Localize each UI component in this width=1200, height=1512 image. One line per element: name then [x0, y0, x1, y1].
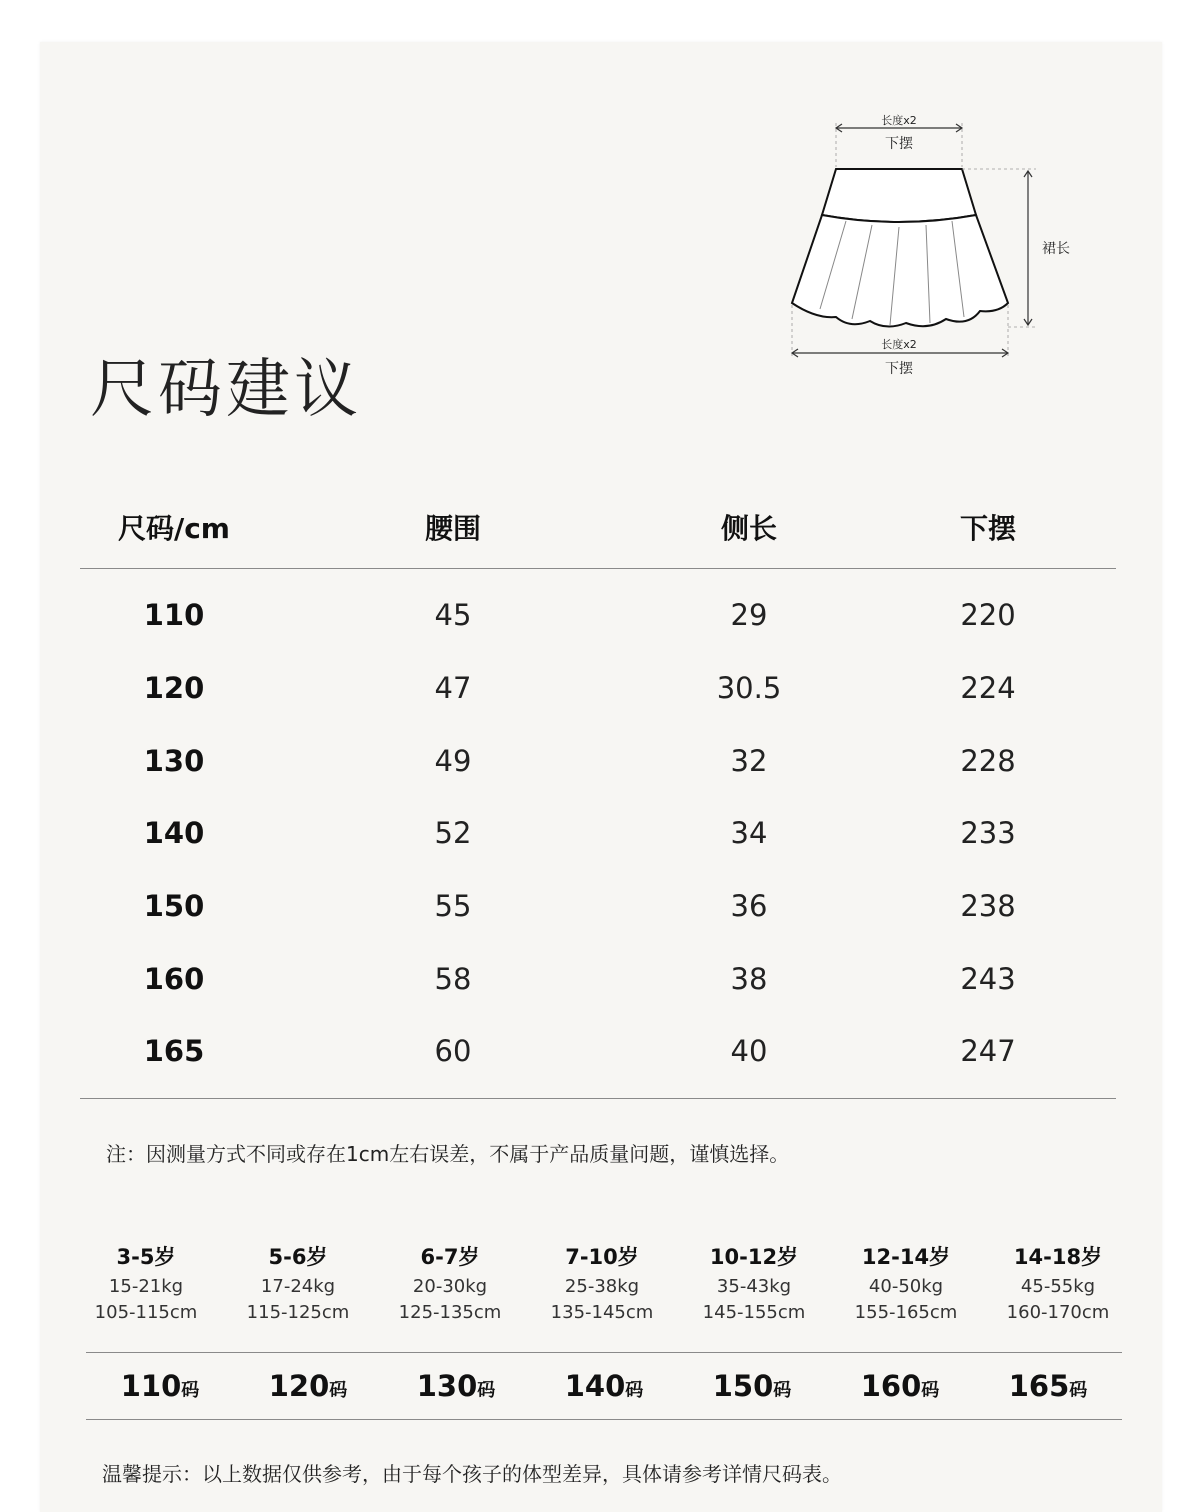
age-guide — [70, 1240, 1134, 1326]
size-table — [80, 486, 1116, 1099]
cell-waist: 52 — [434, 816, 472, 851]
skirt-diagram — [780, 105, 1080, 385]
header-size: 尺码/cm — [117, 512, 230, 545]
size-unit: 码 — [477, 1380, 496, 1401]
cell-size: 165 — [143, 1034, 205, 1069]
skirt-body — [792, 215, 1008, 327]
size-unit: 码 — [921, 1380, 940, 1401]
size-number: 140 — [564, 1369, 626, 1403]
age-label: 3-5岁 — [116, 1245, 176, 1269]
cell-waist: 55 — [434, 889, 472, 924]
cell-waist: 58 — [434, 961, 472, 996]
height-range: 105-115cm — [94, 1302, 198, 1323]
warm-tip: 温馨提示：以上数据仅供参考，由于每个孩子的体型差异，具体请参考详情尺码表。 — [102, 1462, 842, 1486]
cell-side-length: 34 — [730, 816, 768, 851]
recommended-size — [382, 1369, 530, 1403]
diagram-bottom-length-label: 长度x2 — [881, 338, 917, 351]
size-number: 165 — [1008, 1369, 1070, 1403]
page-title: 尺码建议 — [90, 353, 362, 427]
cell-size: 140 — [143, 816, 205, 851]
table-row — [80, 724, 1116, 797]
recommended-size — [234, 1369, 382, 1403]
age-label: 6-7岁 — [420, 1245, 480, 1269]
size-number: 120 — [268, 1369, 330, 1403]
size-unit: 码 — [329, 1380, 348, 1401]
age-guide-item — [982, 1240, 1134, 1326]
cell-size: 130 — [143, 743, 205, 778]
recommended-size — [678, 1369, 826, 1403]
cell-size: 150 — [143, 889, 205, 924]
diagram-top-length-label: 长度x2 — [881, 114, 917, 127]
age-label: 10-12岁 — [709, 1245, 799, 1269]
size-unit: 码 — [773, 1380, 792, 1401]
cell-hem: 238 — [960, 889, 1016, 924]
table-header — [80, 486, 1116, 569]
age-label: 7-10岁 — [565, 1245, 639, 1269]
size-number: 160 — [860, 1369, 922, 1403]
age-guide-item — [374, 1240, 526, 1326]
weight-range: 40-50kg — [868, 1276, 944, 1297]
size-number: 150 — [712, 1369, 774, 1403]
cell-hem: 220 — [960, 598, 1016, 633]
weight-range: 17-24kg — [260, 1276, 336, 1297]
recommended-size-row — [86, 1352, 1122, 1420]
age-label: 12-14岁 — [861, 1245, 951, 1269]
cell-side-length: 40 — [730, 1034, 768, 1069]
age-label: 5-6岁 — [268, 1245, 328, 1269]
cell-side-length: 30.5 — [716, 671, 782, 706]
age-guide-item — [70, 1240, 222, 1326]
cell-waist: 49 — [434, 743, 472, 778]
header-side-length: 侧长 — [720, 512, 777, 545]
weight-range: 45-55kg — [1020, 1276, 1096, 1297]
diagram-bottom-name: 下摆 — [885, 361, 913, 377]
size-number: 130 — [416, 1369, 478, 1403]
diagram-top-name: 下摆 — [885, 136, 913, 152]
age-guide-item — [678, 1240, 830, 1326]
table-row — [80, 797, 1116, 870]
cell-hem: 247 — [960, 1034, 1016, 1069]
age-guide-item — [830, 1240, 982, 1326]
weight-range: 25-38kg — [564, 1276, 640, 1297]
diagram-side-name: 裙长 — [1042, 241, 1070, 257]
recommended-size — [530, 1369, 678, 1403]
cell-hem: 228 — [960, 743, 1016, 778]
height-range: 125-135cm — [398, 1302, 502, 1323]
measurement-note: 注：因测量方式不同或存在1cm左右误差，不属于产品质量问题，谨慎选择。 — [106, 1142, 790, 1166]
age-guide-row — [70, 1240, 1134, 1326]
table-row — [80, 579, 1116, 652]
cell-size: 120 — [143, 671, 205, 706]
table-row — [80, 942, 1116, 1015]
age-guide-item — [526, 1240, 678, 1326]
cell-side-length: 29 — [730, 598, 768, 633]
weight-range: 20-30kg — [412, 1276, 488, 1297]
size-unit: 码 — [625, 1380, 644, 1401]
recommended-size — [974, 1369, 1122, 1403]
cell-hem: 233 — [960, 816, 1016, 851]
skirt-waistband — [822, 169, 976, 222]
header-hem: 下摆 — [959, 512, 1016, 545]
cell-size: 110 — [143, 598, 205, 633]
weight-range: 15-21kg — [108, 1276, 184, 1297]
size-unit: 码 — [1069, 1380, 1088, 1401]
cell-waist: 45 — [434, 598, 472, 633]
cell-side-length: 36 — [730, 889, 768, 924]
recommended-size — [86, 1369, 234, 1403]
cell-hem: 224 — [960, 671, 1016, 706]
cell-side-length: 38 — [730, 961, 768, 996]
recommended-size — [826, 1369, 974, 1403]
cell-waist: 60 — [434, 1034, 472, 1069]
cell-waist: 47 — [434, 671, 472, 706]
height-range: 160-170cm — [1006, 1302, 1110, 1323]
table-row — [80, 1015, 1116, 1088]
cell-hem: 243 — [960, 961, 1016, 996]
height-range: 145-155cm — [702, 1302, 806, 1323]
table-row — [80, 870, 1116, 943]
age-label: 14-18岁 — [1013, 1245, 1103, 1269]
table-row — [80, 652, 1116, 725]
height-range: 155-165cm — [854, 1302, 958, 1323]
age-guide-item — [222, 1240, 374, 1326]
cell-size: 160 — [143, 961, 205, 996]
height-range: 115-125cm — [246, 1302, 350, 1323]
table-body — [80, 569, 1116, 1099]
size-unit: 码 — [181, 1380, 200, 1401]
height-range: 135-145cm — [550, 1302, 654, 1323]
cell-side-length: 32 — [730, 743, 768, 778]
size-number: 110 — [120, 1369, 182, 1403]
header-waist: 腰围 — [424, 512, 481, 545]
weight-range: 35-43kg — [716, 1276, 792, 1297]
